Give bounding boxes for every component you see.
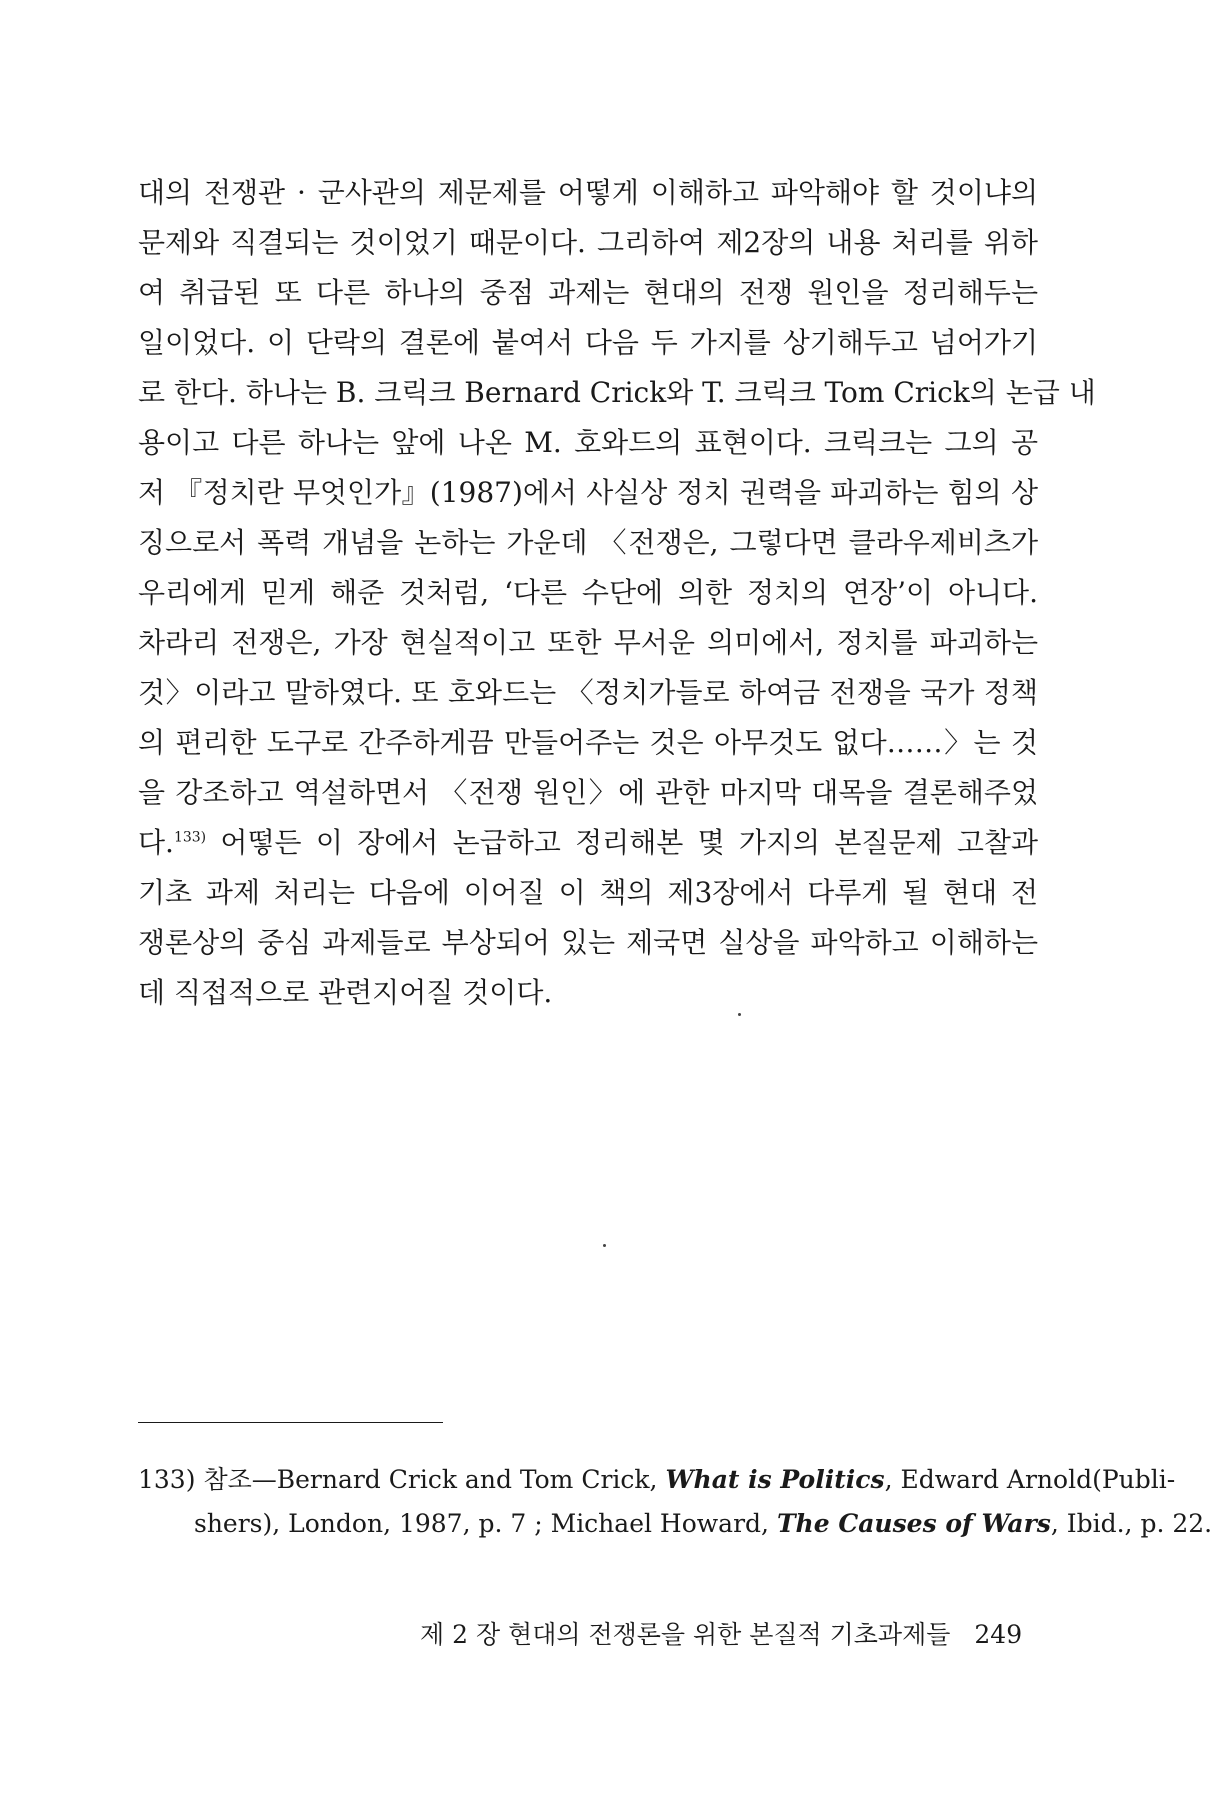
text-line: 징으로서 폭력 개념을 논하는 가운데 〈전쟁은, 그렇다면 클라우제비츠가 xyxy=(138,526,1038,559)
footnote-text: shers), London, 1987, p. 7 ; Michael Howard, xyxy=(194,1509,777,1538)
text-segment: 어떻든 이 장에서 논급하고 정리해본 몇 가지의 본질문제 고찰과 xyxy=(206,826,1038,859)
text-line: 대의 전쟁관 · 군사관의 제문제를 어떻게 이해하고 파악해야 할 것이냐의 xyxy=(138,176,1038,209)
text-line: 우리에게 믿게 해준 것처럼, ‘다른 수단에 의한 정치의 연장’이 아니다. xyxy=(138,576,1038,609)
footnote-ref: 133) xyxy=(173,829,207,846)
text-line: 문제와 직결되는 것이었기 때문이다. 그리하여 제2장의 내용 처리를 위하 xyxy=(138,226,1038,259)
text-line: 로 한다. 하나는 B. 크릭크 Bernard Crick와 T. 크릭크 Tom Crick의 논급 내 xyxy=(138,376,1096,409)
text-line-with-footnote-ref xyxy=(138,818,1038,868)
text-line: 것〉이라고 말하였다. 또 호와드는 〈정치가들로 하여금 전쟁을 국가 정책 xyxy=(138,676,1038,709)
footnote-text: , Ibid., p. 22. xyxy=(1050,1509,1212,1538)
footnote-number: 133) xyxy=(138,1465,196,1494)
text-line: 을 강조하고 역설하면서 〈전쟁 원인〉에 관한 마지막 대목을 결론해주었 xyxy=(138,776,1038,809)
text-line: 용이고 다른 하나는 앞에 나온 M. 호와드의 표현이다. 크릭크는 그의 공 xyxy=(138,426,1038,459)
footnote-divider xyxy=(138,1422,443,1423)
text-line: 일이었다. 이 단락의 결론에 붙여서 다음 두 가지를 상기해두고 넘어가기 xyxy=(138,326,1038,359)
text-line: 차라리 전쟁은, 가장 현실적이고 또한 무서운 의미에서, 정치를 파괴하는 xyxy=(138,626,1038,659)
running-title: 제 2 장 현대의 전쟁론을 위한 본질적 기초과제들 xyxy=(420,1620,951,1649)
footnote-title: What is Politics xyxy=(665,1465,885,1494)
text-line: 쟁론상의 중심 과제들로 부상되어 있는 제국면 실상을 파악하고 이해하는 xyxy=(138,926,1038,959)
text-line: 여 취급된 또 다른 하나의 중점 과제는 현대의 전쟁 원인을 정리해두는 xyxy=(138,276,1038,309)
footnote-text: , Edward Arnold(Publi- xyxy=(884,1465,1176,1494)
page-number: 249 xyxy=(974,1620,1023,1649)
footnotes xyxy=(138,1458,1212,1546)
footnote-text: 참조—Bernard Crick and Tom Crick, xyxy=(203,1465,666,1494)
body-text xyxy=(138,168,1096,1018)
text-segment: 다. xyxy=(138,826,174,859)
scan-speck xyxy=(603,1244,606,1247)
running-footer xyxy=(420,1615,1040,1655)
scan-speck xyxy=(738,1013,741,1016)
text-line: 의 편리한 도구로 간주하게끔 만들어주는 것은 아무것도 없다……〉는 것 xyxy=(138,726,1038,759)
footnote-title: The Causes of Wars xyxy=(776,1509,1051,1538)
text-line: 데 직접적으로 관련지어질 것이다. xyxy=(138,976,553,1009)
text-line: 저 『정치란 무엇인가』(1987)에서 사실상 정치 권력을 파괴하는 힘의 상 xyxy=(138,476,1038,509)
text-line: 기초 과제 처리는 다음에 이어질 이 책의 제3장에서 다루게 될 현대 전 xyxy=(138,876,1038,909)
footnote-line xyxy=(138,1502,1212,1546)
footnote-line xyxy=(138,1458,1176,1502)
